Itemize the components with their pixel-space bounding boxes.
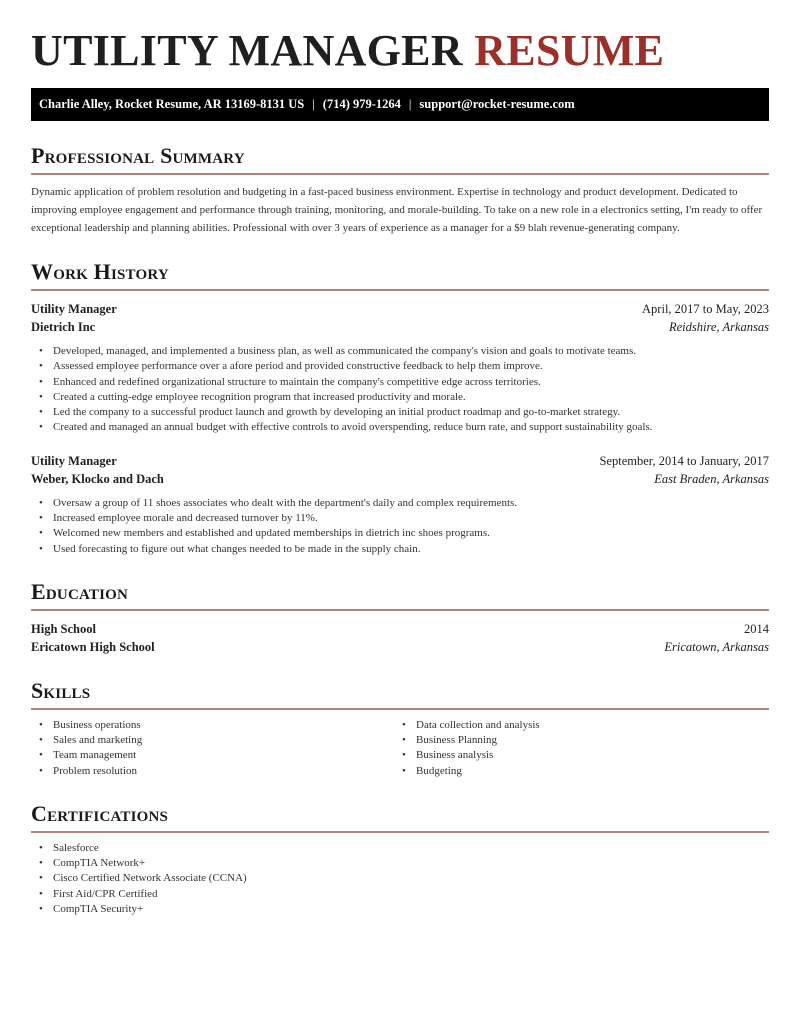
skills-grid [31, 718, 769, 779]
contact-separator: | [312, 97, 315, 111]
section-professional-summary [31, 143, 769, 237]
list-item: • Led the company to a successful product launch and growth by developing an initial product roadmap and go-to-market strategy. [39, 405, 769, 420]
job-location: Reidshire, Arkansas [669, 320, 769, 334]
job-title: Utility Manager [31, 302, 117, 316]
list-item: • Data collection and analysis [402, 718, 757, 733]
job-company-row [31, 470, 769, 488]
list-item: • First Aid/CPR Certified [39, 887, 769, 902]
section-education [31, 579, 769, 656]
job-title: Utility Manager [31, 453, 117, 468]
summary-text: Dynamic application of problem resolution and budgeting in a fast-paced business environment. Expertise in technology and product development. Dedicated to improving employee engagement and performance through training, monitoring, and morale-building. To take on a new role in a electronics setting, I'm ready to offer exceptional leadership and planning abilities. Professional with over 3 years of experience as a manager for a $9 blah revenue-generating company. [31, 186, 763, 234]
list-item: • Used forecasting to figure out what changes needed to be made in the supply chain. [39, 542, 769, 557]
skills-column-right [394, 718, 757, 779]
list-item: • Increased employee morale and decreased turnover by 11%. [39, 511, 769, 526]
certifications-list [31, 841, 769, 917]
section-heading: Certifications [31, 800, 169, 826]
job-company: Weber, Klocko and Dach [31, 471, 164, 486]
job-bullets [31, 496, 769, 557]
education-header-row [31, 620, 769, 638]
section-skills [31, 678, 769, 779]
education-degree: High School [31, 621, 96, 636]
list-item: • Welcomed new members and established and updated memberships in dietrich inc shoes programs. [39, 526, 769, 541]
job-header-row [31, 300, 769, 318]
list-item: • Budgeting [402, 764, 757, 779]
list-item: • Business analysis [402, 748, 757, 763]
job-dates: April, 2017 to May, 2023 [642, 302, 769, 316]
job-company: Dietrich Inc [31, 320, 96, 334]
section-divider [31, 609, 769, 611]
section-heading: Professional Summary [31, 143, 245, 168]
job-company-row [31, 318, 769, 336]
section-heading: Skills [31, 677, 91, 703]
contact-bar [31, 88, 769, 121]
list-item: • Sales and marketing [39, 733, 394, 748]
section-work-history [31, 259, 769, 557]
contact-separator: | [408, 97, 412, 111]
list-item: • Created a cutting-edge employee recognition program that increased productivity and morale. [39, 390, 769, 405]
job-header-row [31, 452, 769, 470]
list-item: • Salesforce [39, 841, 769, 856]
list-item: • Team management [39, 748, 394, 763]
contact-phone[interactable]: (714) 979-1264 [322, 97, 401, 111]
list-item: • Business Planning [402, 733, 757, 748]
list-item: • Created and managed an annual budget with effective controls to avoid overspending, reduce burn rate, and support sustainability goals. [39, 420, 769, 435]
list-item: • CompTIA Network+ [39, 856, 769, 871]
list-item: • Problem resolution [39, 764, 394, 779]
section-divider [31, 173, 769, 175]
title-accent: RESUME [474, 26, 665, 75]
section-divider [31, 831, 769, 833]
section-certifications [31, 801, 769, 917]
contact-email[interactable]: support@rocket-resume.com [419, 97, 575, 111]
list-item: • Assessed employee performance over a afore period and provided constructive feedback to help them improve. [39, 359, 769, 374]
section-divider [31, 708, 769, 710]
job-entry [31, 300, 769, 436]
list-item: • CompTIA Security+ [39, 902, 769, 917]
job-dates: September, 2014 to January, 2017 [599, 453, 769, 468]
section-heading: Work History [31, 259, 169, 284]
education-school-row [31, 638, 769, 656]
list-item: • Cisco Certified Network Associate (CCNA) [39, 871, 769, 886]
list-item: • Business operations [39, 718, 394, 733]
job-bullets [31, 344, 769, 436]
education-year: 2014 [744, 621, 769, 636]
education-school: Ericatown High School [31, 639, 155, 654]
contact-address: Charlie Alley, Rocket Resume, AR 13169-8131 US [39, 97, 305, 111]
job-location: East Braden, Arkansas [654, 471, 769, 486]
education-entry [31, 620, 769, 656]
list-item: • Oversaw a group of 11 shoes associates who dealt with the department's daily and complex requirements. [39, 496, 769, 511]
education-location: Ericatown, Arkansas [664, 639, 769, 654]
job-entry [31, 452, 769, 557]
title-main: UTILITY MANAGER [31, 26, 463, 75]
list-item: • Enhanced and redefined organizational structure to maintain the company's competitive edge across territories. [39, 375, 769, 390]
skills-column-left [31, 718, 394, 779]
resume-title [31, 0, 769, 75]
section-heading: Education [31, 578, 129, 604]
section-divider [31, 289, 769, 291]
list-item: • Developed, managed, and implemented a business plan, as well as communicated the company's vision and goals to motivate teams. [39, 344, 769, 359]
